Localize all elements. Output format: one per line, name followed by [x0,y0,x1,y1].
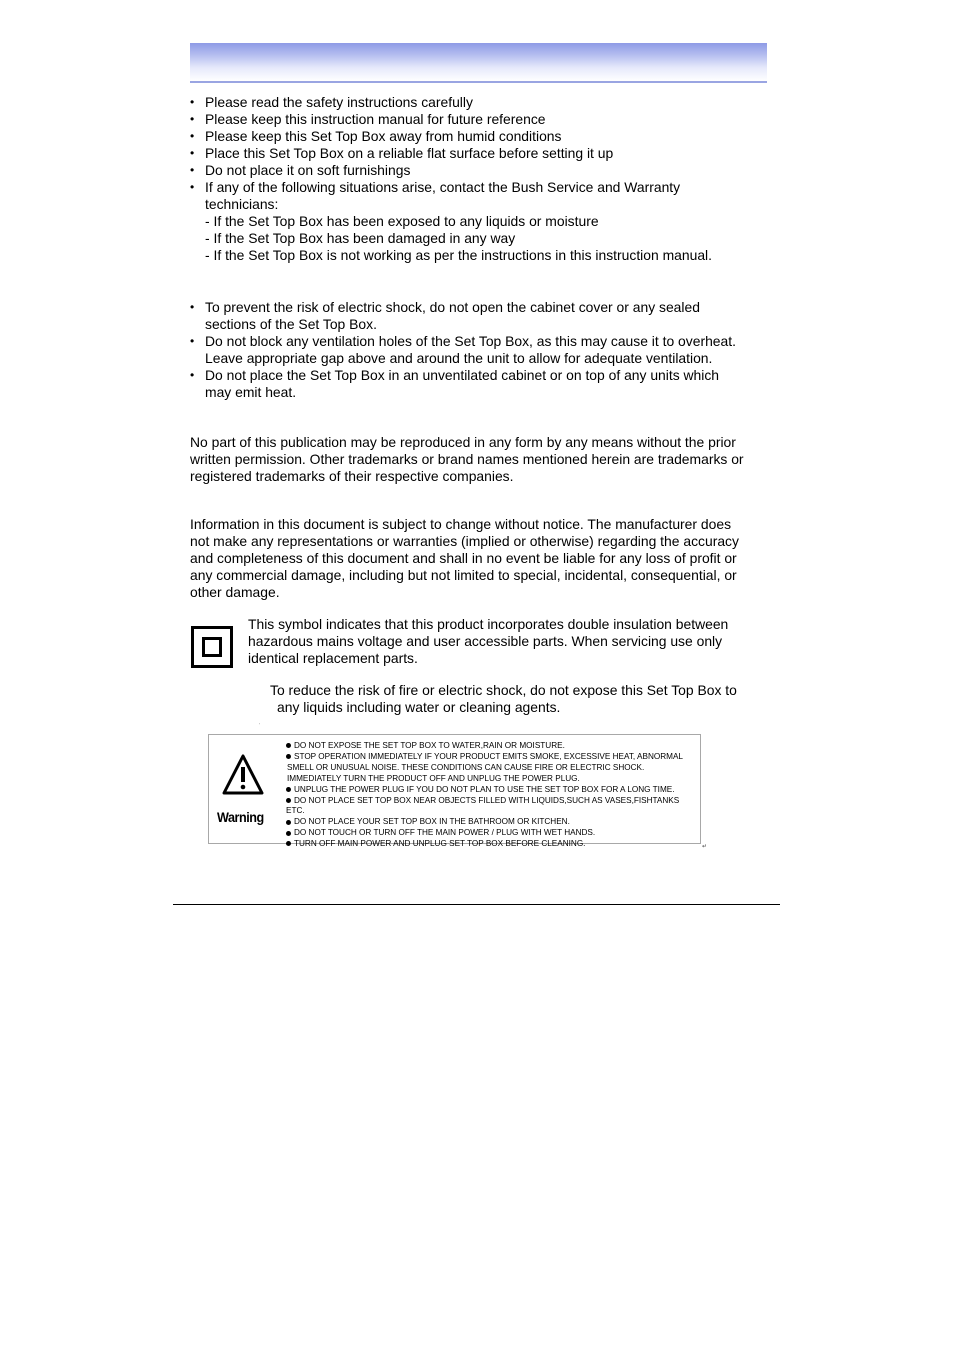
warning-item [285,839,697,850]
stray-mark: ˙ [259,724,261,730]
warning-item [285,817,697,828]
warning-line: DO NOT TOUCH OR TURN OFF THE MAIN POWER / PLUG WITH WET HANDS. [294,828,596,838]
warning-line: UNPLUG THE POWER PLUG IF YOU DO NOT PLAN TO USE THE SET TOP BOX FOR A LONG TIME. [294,784,675,794]
warning-label [208,734,701,849]
warning-line: DO NOT PLACE YOUR SET TOP BOX IN THE BATHROOM OR KITCHEN. [294,817,570,827]
disclaimer-paragraph [190,516,770,601]
warning-line: SMELL OR UNUSUAL NOISE. THESE CONDITIONS CAN CAUSE FIRE OR ELECTRIC SHOCK. [287,762,645,772]
warning-item [285,796,697,818]
list-line: • To prevent the risk of electric shock, do not open the cabinet cover or any sealed [205,299,700,315]
fire-warning-text [270,682,770,716]
para-line: and completeness of this document and shall in no event be liable for any loss of profit or [190,550,737,566]
para-line: any liquids including water or cleaning agents. [277,699,561,715]
para-line: written permission. Other trademarks or brand names mentioned herein are trademarks or [190,451,744,467]
service-intro: • If any of the following situations arise, contact the Bush Service and Warranty [205,179,681,195]
service-sub-item: - If the Set Top Box has been exposed to any liquids or moisture [205,213,599,229]
para-line: To reduce the risk of fire or electric shock, do not expose this Set Top Box to [270,682,737,698]
stray-mark: ↵ [702,844,708,850]
service-sub-item: - If the Set Top Box has been damaged in any way [205,230,516,246]
safety-list [190,94,770,264]
warning-triangle-icon [221,753,265,797]
list-line: • Do not place the Set Top Box in an unventilated cabinet or on top of any units which [205,367,720,383]
warning-word: Warning [217,809,264,825]
list-item-service [190,179,770,264]
list-item [190,299,770,333]
para-line: any commercial damage, including but not limited to special, incidental, consequential, or [190,567,737,583]
list-item: • Place this Set Top Box on a reliable flat surface before setting it up [190,145,770,162]
double-insulation-inner-square [202,637,222,657]
list-line: sections of the Set Top Box. [205,316,377,332]
warning-item [285,785,697,796]
copyright-paragraph [190,434,770,485]
list-line: Leave appropriate gap above and around the unit to allow for adequate ventilation. [205,350,713,366]
list-item [190,333,770,367]
double-insulation-icon [191,626,233,668]
para-line: not make any representations or warranties (implied or otherwise) regarding the accuracy [190,533,739,549]
header-bar [190,43,767,83]
warning-item [285,741,697,752]
list-item [190,367,770,401]
warning-line: DO NOT EXPOSE THE SET TOP BOX TO WATER,RAIN OR MOISTURE. [294,741,565,750]
warning-item [285,828,697,839]
list-line: • Do not block any ventilation holes of the Set Top Box, as this may cause it to overheat. [205,333,736,349]
symbol-description [248,616,768,667]
warning-line: STOP OPERATION IMMEDIATELY IF YOUR PRODUCT EMITS SMOKE, EXCESSIVE HEAT, ABNORMAL [294,751,683,761]
list-item: • Do not place it on soft furnishings [190,162,770,179]
list-item: • Please keep this Set Top Box away from humid conditions [190,128,770,145]
warning-line: TURN OFF MAIN POWER AND UNPLUG SET TOP BOX BEFORE CLEANING. [294,839,586,849]
warning-item [285,752,697,785]
list-line: may emit heat. [205,384,297,400]
para-line: identical replacement parts. [248,650,418,666]
service-sub-item: - If the Set Top Box is not working as per the instructions in this instruction manual. [205,247,713,263]
para-line: No part of this publication may be reproduced in any form by any means without the prior [190,434,736,450]
shock-list [190,299,770,401]
para-line: registered trademarks of their respective companies. [190,468,514,484]
service-intro-cont: technicians: [205,196,279,212]
warning-line: DO NOT PLACE SET TOP BOX NEAR OBJECTS FILLED WITH LIQUIDS,SUCH AS VASES,FISHTANKS ETC. [286,795,680,816]
footer-divider [173,904,780,905]
list-item: • Please keep this instruction manual for future reference [190,111,770,128]
para-line: This symbol indicates that this product incorporates double insulation between [248,616,729,632]
para-line: hazardous mains voltage and user accessible parts. When servicing use only [248,633,723,649]
warning-line: IMMEDIATELY TURN THE PRODUCT OFF AND UNPLUG THE POWER PLUG. [287,773,580,783]
list-item: • Please read the safety instructions carefully [190,94,770,111]
para-line: Information in this document is subject to change without notice. The manufacturer does [190,516,732,532]
para-line: other damage. [190,584,280,600]
warning-list [285,741,697,850]
